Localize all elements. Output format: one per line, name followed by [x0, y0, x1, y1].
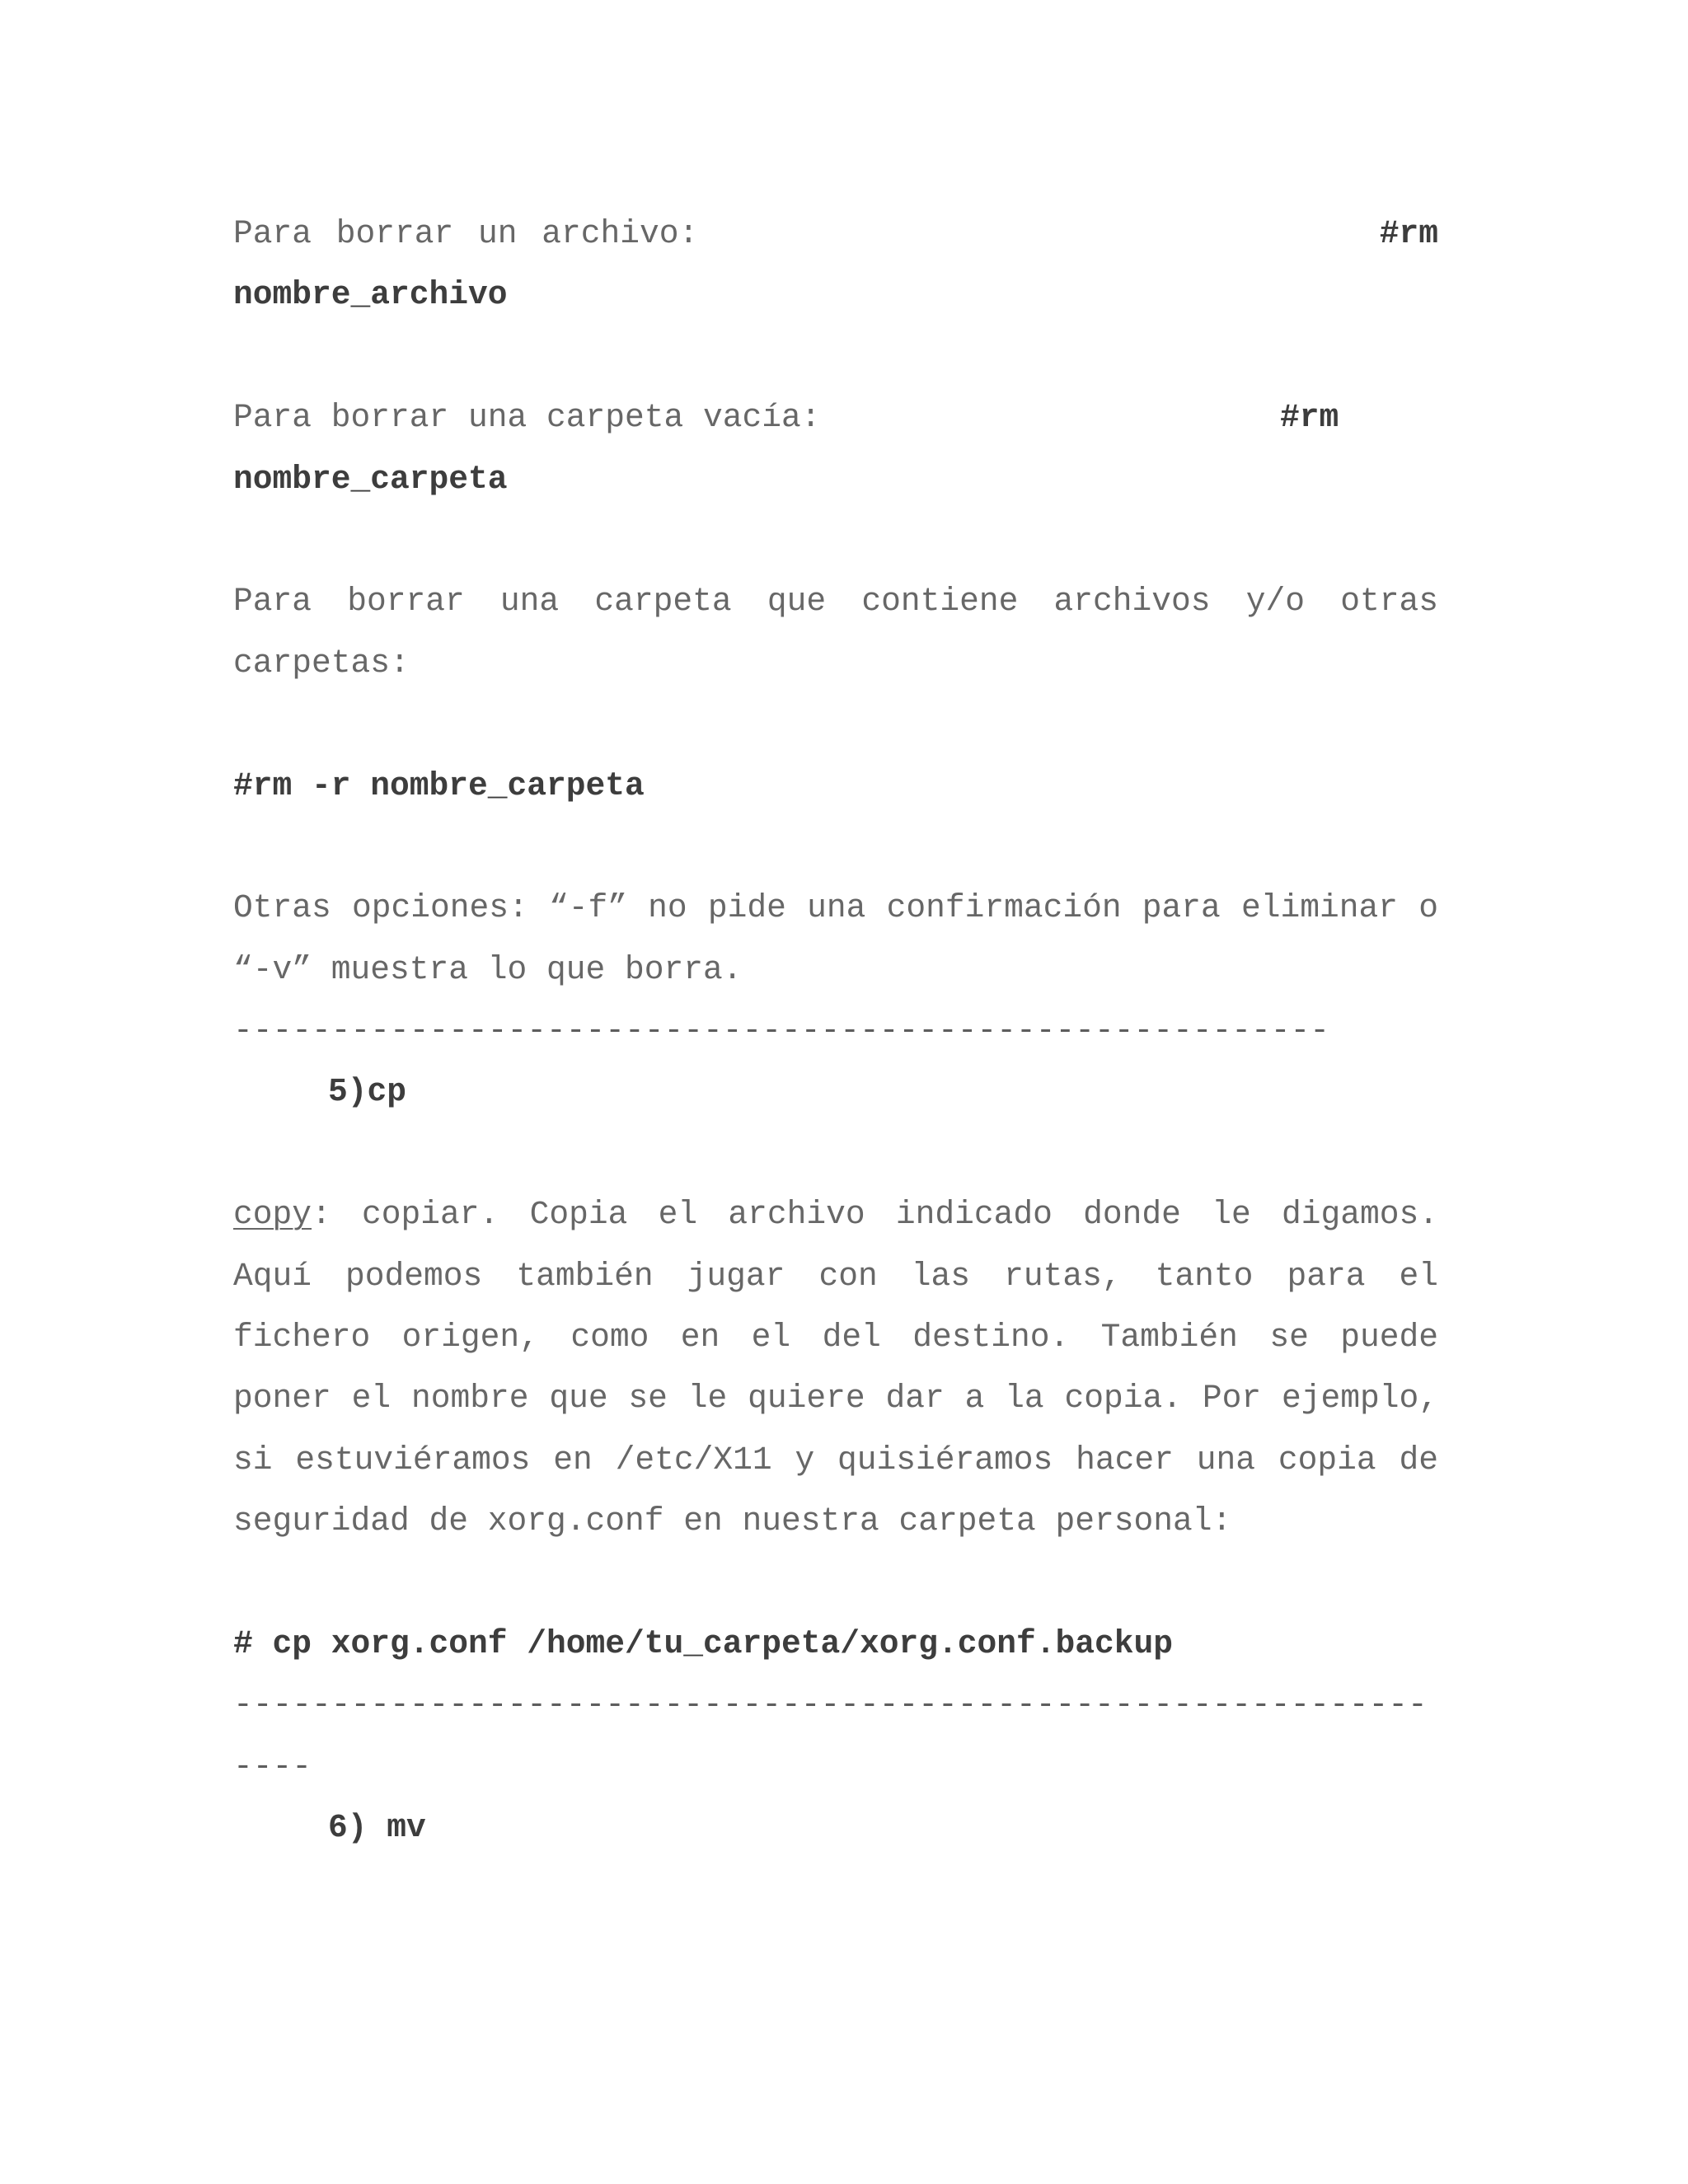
cp-text-line: fichero origen, como en el del destino. También se puede — [233, 1319, 1438, 1357]
dashed-separator: ------------------------------------------------------------- — [233, 1686, 1428, 1724]
rm-folder-text-line: carpetas: — [233, 644, 410, 682]
rm-empty-folder-command: #rm — [1280, 399, 1339, 437]
dashed-separator: -------------------------------------------------------- — [233, 1012, 1330, 1050]
rm-options-line: Otras opciones: “-f” no pide una confirmación para eliminar o — [233, 889, 1438, 927]
rm-empty-folder-argument: nombre_carpeta — [233, 460, 508, 498]
paragraph-spacer — [233, 1123, 1438, 1184]
section-heading-cp: 5)cp — [328, 1073, 407, 1111]
cp-text-rest: : copiar. Copia el archivo indicado donde le digamos. — [312, 1196, 1438, 1234]
cp-command: # cp xorg.conf /home/tu_carpeta/xorg.conf.backup — [233, 1624, 1174, 1662]
rm-empty-folder-label: Para borrar una carpeta vacía: — [233, 399, 821, 437]
paragraph-spacer — [233, 326, 1438, 387]
paragraph-spacer — [233, 694, 1438, 755]
rm-options-line: “-v” muestra lo que borra. — [233, 950, 743, 988]
rm-empty-folder-line — [233, 387, 1438, 448]
cp-text-line — [233, 1184, 1438, 1245]
rm-folder-text-line: Para borrar una carpeta que contiene archivos y/o otras — [233, 583, 1438, 621]
rm-file-argument: nombre_archivo — [233, 276, 508, 314]
rm-file-line — [233, 204, 1438, 265]
paragraph-spacer — [233, 1553, 1438, 1614]
dashed-separator-continuation: ---- — [233, 1747, 312, 1785]
rm-file-label: Para borrar un archivo: — [233, 215, 699, 252]
cp-text-line: seguridad de xorg.conf en nuestra carpeta personal: — [233, 1502, 1232, 1540]
rm-file-argument-line — [233, 265, 1438, 326]
cp-term: copy — [233, 1196, 312, 1234]
cp-text-line: si estuviéramos en /etc/X11 y quisiéramos hacer una copia de — [233, 1441, 1438, 1479]
cp-text-line: Aquí podemos también jugar con las rutas, tanto para el — [233, 1257, 1438, 1295]
page-body — [233, 204, 1438, 1859]
paragraph-spacer — [233, 510, 1438, 571]
rm-folder-command: #rm -r nombre_carpeta — [233, 766, 645, 804]
rm-empty-folder-argument-line — [233, 449, 1438, 510]
rm-file-command: #rm — [1379, 215, 1438, 252]
paragraph-spacer — [233, 817, 1438, 878]
cp-text-line: poner el nombre que se le quiere dar a la copia. Por ejemplo, — [233, 1380, 1438, 1418]
section-heading-mv: 6) mv — [328, 1809, 426, 1847]
